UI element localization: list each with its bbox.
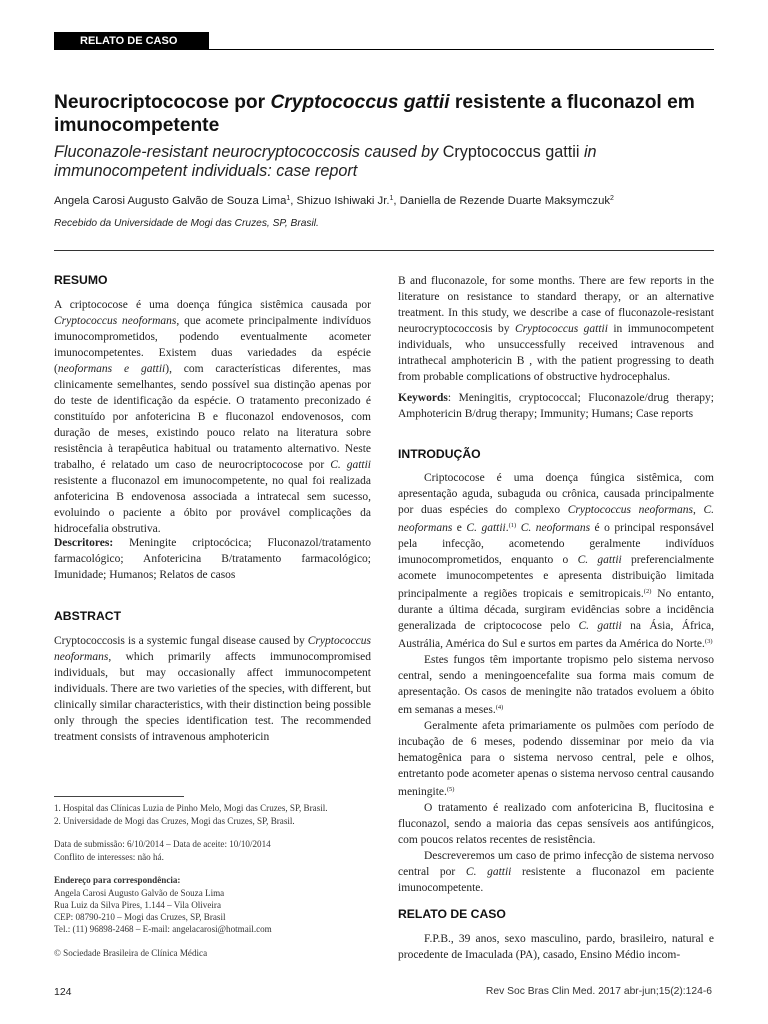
relato-paragraph-1: F.P.B., 39 anos, sexo masculino, pardo, brasileiro, natural e procedente de Imaculada (PA), casado, Ensino Médio incom- xyxy=(398,933,714,961)
descritores-text: Meningite criptocócica; Fluconazol/tratamento farmacológico; Anfotericina B/tratamento farmacológico; Imunidade; Humanos; Relatos de casos xyxy=(54,537,371,581)
resumo-italic-2: neoformans e gattii xyxy=(57,363,166,375)
citation-3: (3) xyxy=(704,638,713,645)
keywords-label: Keywords xyxy=(398,392,448,404)
title-pt-part2: resistente a fluconazol em imunocompetente xyxy=(54,92,695,136)
page-number: 124 xyxy=(54,986,72,998)
affiliation-1: 1. Hospital das Clínicas Luzia de Pinho Melo, Mogi das Cruzes, SP, Brasil. xyxy=(54,803,328,813)
resumo-text-1: A criptococose é uma doença fúngica sistêmica causada por xyxy=(54,299,371,311)
journal-reference: Rev Soc Bras Clin Med. 2017 abr-jun;15(2):124-6 xyxy=(485,986,712,997)
relato-body xyxy=(398,931,714,963)
conflict-of-interest: Conflito de interesses: não há. xyxy=(54,852,164,862)
introducao-paragraph-5: Descreveremos um caso de primo infecção de sistema nervoso central por C. gattii resistente a fluconazol em paciente imunocompetente. xyxy=(398,850,714,894)
header-divider xyxy=(54,250,714,251)
abstract-text-1: Cryptococcosis is a systemic fungal disease caused by xyxy=(54,635,308,647)
author-1: Angela Carosi Augusto Galvão de Souza Lima xyxy=(54,195,287,207)
descritores-label: Descritores: xyxy=(54,537,114,549)
descritores xyxy=(54,535,371,583)
title-pt-part1: Neurocriptococose por xyxy=(54,92,271,113)
author-3: , Daniella de Rezende Duarte Maksymczuk xyxy=(393,195,610,207)
footnote-rule xyxy=(54,796,184,797)
resumo-italic-3: C. gattii xyxy=(330,459,371,471)
title-pt-species: Cryptococcus gattii xyxy=(270,92,450,113)
correspondence-cep: CEP: 08790-210 – Mogi das Cruzes, SP, Brasil xyxy=(54,912,226,922)
introducao-paragraph-1: Criptococose é uma doença fúngica sistêmica, com apresentação aguda, subaguda ou crônica, causada principalmente por duas espécies do complexo Cryptococcus neoformans, C. neoformans e C. gattii.$^{(1)}$ C. neoformans é o principal responsável pela infecção, acometendo geralmente indivíduos imunocomprometidos, enquanto o C. gattii preferencialmente acomete imunocompetentes e apresenta distribuição limitada principalmente a regiões tropicais e semitropicais.$^{(2)}$ No entanto, durante a última década, surgiram evidências sobre a incidência generalizada de criptococose pelo C. gattii na Ásia, África, Austrália, América do Sul e surtos em partes da América do Norte.$^{(3)}$ xyxy=(398,472,715,650)
resumo-paragraph xyxy=(54,297,371,537)
correspondence-contact: Tel.: (11) 96898-2468 – E-mail: angelacarosi@hotmail.com xyxy=(54,924,272,934)
introducao-paragraph-2: Estes fungos têm importante tropismo pelo sistema nervoso central, sendo a meningoencefalite sua forma mais comum de apresentação. Os casos de meningite não tratados evoluem a óbito em semanas a meses.$^{(4)}$ xyxy=(398,654,714,716)
section-tag: RELATO DE CASO xyxy=(54,32,209,50)
submission-dates: Data de submissão: 6/10/2014 – Data de aceite: 10/10/2014 xyxy=(54,839,271,849)
received-note: Recebido da Universidade de Mogi das Cruzes, SP, Brasil. xyxy=(54,218,319,229)
title-en-part1: Fluconazole-resistant neurocryptococcosis caused by xyxy=(54,143,443,161)
resumo-heading: RESUMO xyxy=(54,273,108,287)
affiliation-2: 2. Universidade de Mogi das Cruzes, Mogi das Cruzes, SP, Brasil. xyxy=(54,816,295,826)
author-list xyxy=(54,192,734,208)
relato-heading: RELATO DE CASO xyxy=(398,907,506,921)
article-title-en xyxy=(54,143,724,181)
abstract-text-3: B and fluconazole, for some months. There are few reports in the literature on resistance to standard therapy, or an alternative treatment. In this study, we describe a case of fluconazole-resistant neurocryptococcosis by xyxy=(398,275,714,335)
citation-5: (5) xyxy=(446,786,455,793)
resumo-text-4: resistente a fluconazol em imunocompetente, no qual foi realizada anfotericina B endovenosa associada a intratecal sem sucesso, evoluindo o paciente a óbito por provável complicações da hidrocefalia obstrutiva. xyxy=(54,475,371,535)
citation-4: (4) xyxy=(495,704,504,711)
correspondence-street: Rua Luiz da Silva Pires, 1.144 – Vila Oliveira xyxy=(54,900,221,910)
resumo-italic-1: Cryptococcus neoformans xyxy=(54,315,177,327)
introducao-paragraph-3: Geralmente afeta primariamente os pulmões com período de incubação de 6 meses, podendo disseminar por meio da via hematogênica para o sistema nervoso central, pele e olhos, entretanto pode acometer apenas o sistema nervoso central causando meningite.$^{(5)}$ xyxy=(398,720,714,798)
copyright-notice: © Sociedade Brasileira de Clínica Médica xyxy=(54,948,208,958)
author-2-affiliation: 1 xyxy=(389,195,394,202)
article-title-pt xyxy=(54,91,724,137)
abstract-body-left xyxy=(54,633,371,745)
title-en-part2: in immunocompetent individuals: case report xyxy=(54,143,597,180)
introducao-body xyxy=(398,470,714,896)
abstract-italic-2: Cryptococcus gattii xyxy=(514,323,608,335)
section-tag-rule xyxy=(54,49,714,50)
citation-1: (1) xyxy=(508,522,517,529)
abstract-text-2: , which primarily affects immunocompromised individuals, but may occasionally affect immunocompetent individuals. There are two varieties of the species, with different, but clinically similar characteristics, with their distinction being possible only through the species identification test. The recommended treatment consists of intravenous amphotericin xyxy=(54,651,371,743)
citation-2: (2) xyxy=(643,588,652,595)
abstract-body-right xyxy=(398,273,714,385)
abstract-heading: ABSTRACT xyxy=(54,609,122,623)
abstract-text-4: in immunocompetent individuals, who unsuccessfully received intravenous and intrathecal amphotericin B , with the patient progressing to death from probable complications of obstructive hydrocephalus. xyxy=(398,323,714,383)
correspondence-label: Endereço para correspondência: xyxy=(54,875,181,885)
resumo-text-3: ), com características diferentes, mas clinicamente semelhantes, sendo possível sua distinção apenas por do teste de identificação da espécie. O tratamento preconizado é constituído por anfotericina B e fluconazol endovenosos, com duração de meses, existindo pouco relato na literatura sobre resistência à terapêutica habitual ou tratamento alternativo. Neste trabalho, é relatado um caso de neurocriptococose por xyxy=(54,363,371,471)
author-2: , Shizuo Ishiwaki Jr. xyxy=(290,195,390,207)
author-1-affiliation: 1 xyxy=(286,195,291,202)
author-3-affiliation: 2 xyxy=(610,195,614,202)
title-en-species: Cryptococcus gattii xyxy=(442,143,580,161)
keywords xyxy=(398,390,714,422)
abstract-italic-1: Cryptococcus neoformans xyxy=(54,635,371,663)
introducao-paragraph-4: O tratamento é realizado com anfotericina B, flucitosina e fluconazol, sendo a maioria das cepas sensíveis aos antifúngicos, com poucos relatos recentes de resistência. xyxy=(398,802,714,846)
keywords-text: : Meningitis, cryptococcal; Fluconazole/drug therapy; Amphotericin B/drug therapy; Immunity; Humans; Case reports xyxy=(398,392,714,420)
correspondence-name: Angela Carosi Augusto Galvão de Souza Lima xyxy=(54,888,225,898)
resumo-text-2: , que acomete principalmente indivíduos imunocomprometidos, podendo eventualmente acometer imunocompetentes. Existem duas variedades da espécie ( xyxy=(54,315,371,375)
resumo-body xyxy=(54,297,371,537)
introducao-heading: INTRODUÇÃO xyxy=(398,447,481,461)
